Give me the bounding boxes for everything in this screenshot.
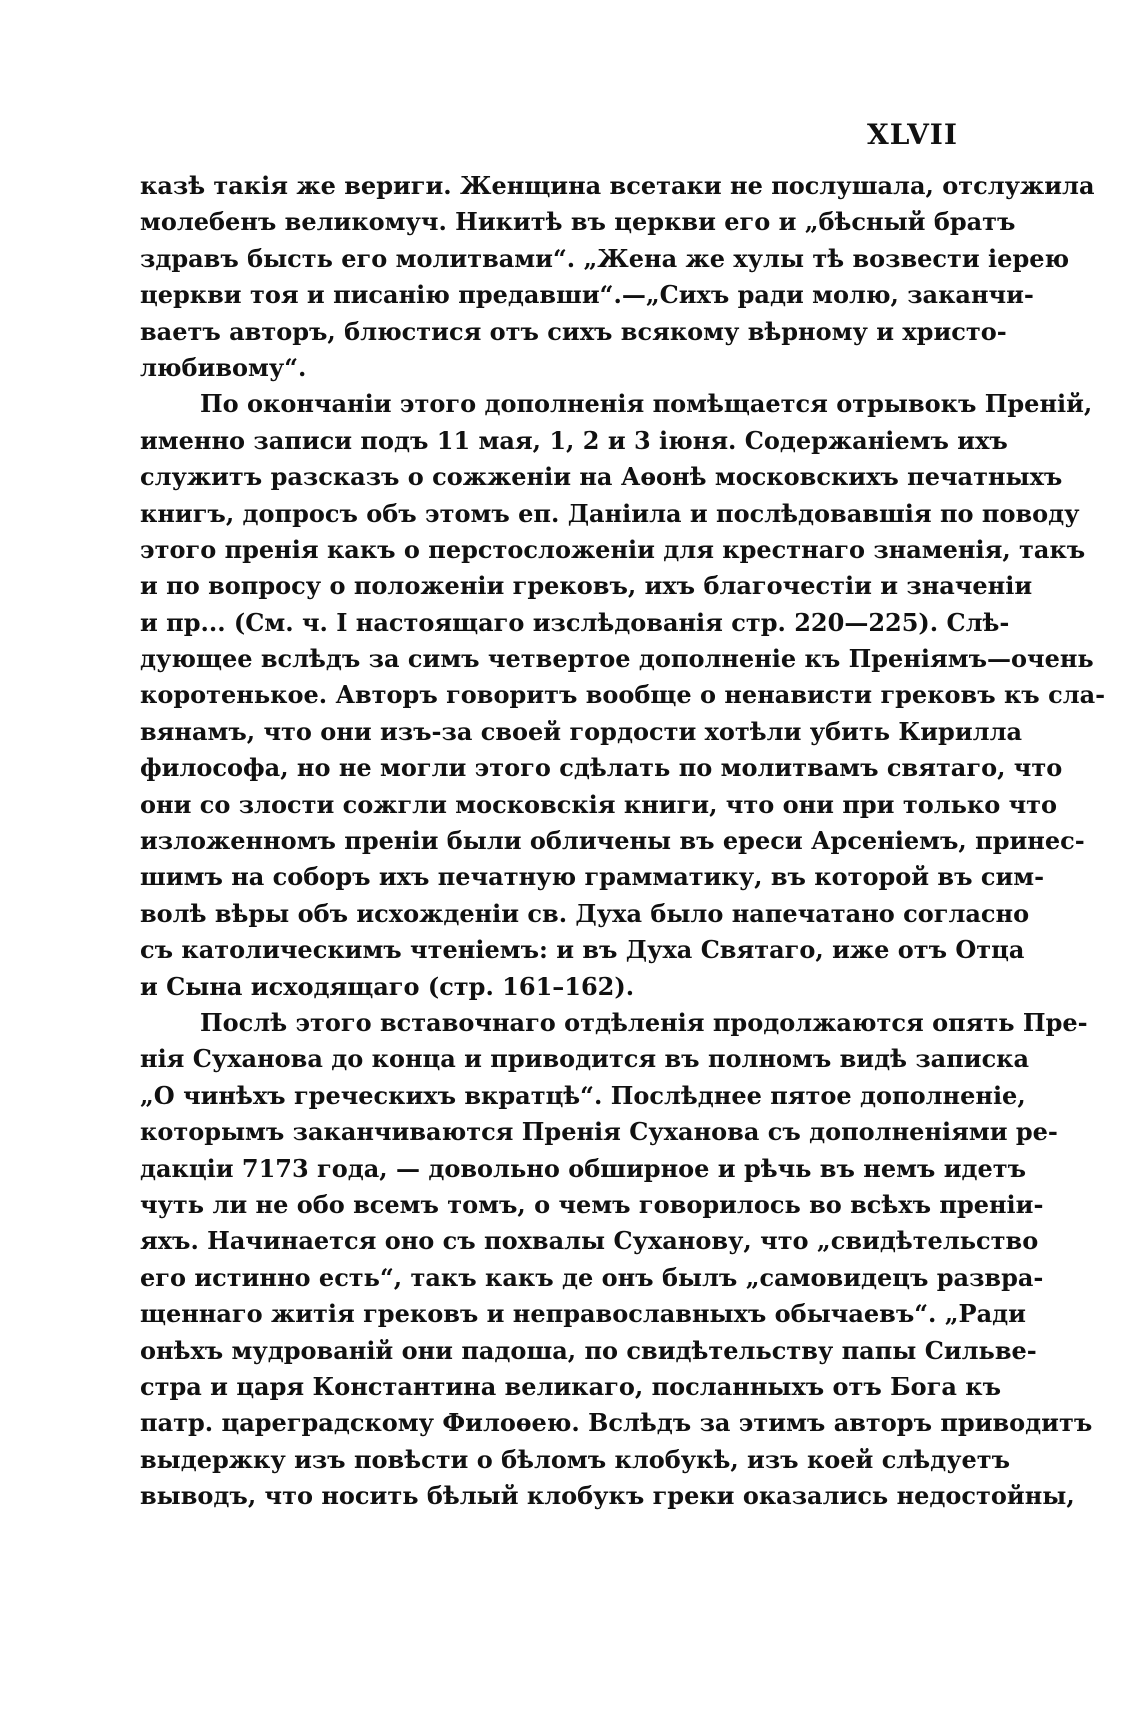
text-line: яхъ. Начинается оно съ похвалы Суханову, что „свидѣтельство — [140, 1226, 1039, 1256]
text-line: молебенъ великомуч. Никитѣ въ церкви его и „бѣсный братъ — [140, 207, 1016, 237]
text-line: коротенькое. Авторъ говоритъ вообще о ненависти грековъ къ сла- — [140, 680, 1106, 710]
text-line: которымъ заканчиваются Пренія Суханова съ дополненіями ре- — [140, 1117, 1058, 1147]
text-line: ваетъ авторъ, блюстися отъ сихъ всякому вѣрному и христо- — [140, 316, 1007, 346]
text-line: и по вопросу о положеніи грековъ, ихъ благочестіи и значеніи — [140, 571, 1033, 601]
text-line: выдержку изъ повѣсти о бѣломъ клобукѣ, изъ коей слѣдуетъ — [140, 1444, 1011, 1474]
text-line: они со злости сожгли московскія книги, что они при только что — [140, 789, 1058, 819]
text-line: Послѣ этого вставочнаго отдѣленія продолжаются опять Пре- — [200, 1007, 1088, 1037]
text-line: казѣ такія же вериги. Женщина всетаки не послушала, отслужила — [140, 171, 1095, 200]
text-line: философа, но не могли этого сдѣлать по молитвамъ святаго, что — [140, 753, 1063, 783]
text-line: церкви тоя и писанію предавши“.—„Сихъ ради молю, заканчи- — [140, 280, 1034, 310]
text-line: патр. цареградскому Филоѳею. Вслѣдъ за этимъ авторъ приводитъ — [140, 1408, 1093, 1438]
page-number: XLVII — [866, 118, 958, 151]
text-line: стра и царя Константина великаго, посланныхъ отъ Бога къ — [140, 1371, 1002, 1401]
text-line: этого пренія какъ о перстосложеніи для крестнаго знаменія, такъ — [140, 534, 1086, 564]
text-line: щеннаго житія грековъ и неправославныхъ обычаевъ“. „Ради — [140, 1299, 1026, 1329]
text-line: служитъ разсказъ о сожженіи на Аѳонѣ московскихъ печатныхъ — [140, 462, 1063, 492]
text-line: волѣ вѣры объ исхожденіи св. Духа было напечатано согласно — [140, 898, 1030, 928]
text-line: изложенномъ преніи были обличены въ ереси Арсеніемъ, принес- — [140, 826, 1085, 856]
text-line: здравъ бысть его молитвами“. „Жена же хулы тѣ возвести іерею — [140, 243, 1070, 273]
text-line: именно записи подъ 11 мая, 1, 2 и 3 іюня. Содержаніемъ ихъ — [140, 425, 1008, 455]
text-line: выводъ, что носить бѣлый клобукъ греки оказались недостойны, — [140, 1481, 1075, 1511]
text-line: дакціи 7173 года, — довольно обширное и рѣчь въ немъ идетъ — [140, 1153, 1027, 1183]
text-line: „О чинѣхъ греческихъ вкратцѣ“. Послѣднее пятое дополненіе, — [140, 1080, 1026, 1110]
text-line: и пр... (См. ч. I настоящаго изслѣдованія стр. 220—225). Слѣ- — [140, 607, 1010, 637]
text-line: шимъ на соборъ ихъ печатную грамматику, въ которой въ сим- — [140, 862, 1045, 892]
text-line: чуть ли не обо всемъ томъ, о чемъ говорилось во всѣхъ преніи- — [140, 1189, 1044, 1219]
text-line: любивому“. — [140, 352, 307, 382]
text-line: вянамъ, что они изъ-за своей гордости хотѣли убить Кирилла — [140, 716, 1023, 746]
text-line: По окончаніи этого дополненія помѣщается отрывокъ Преній, — [200, 389, 1093, 419]
text-line: онѣхъ мудрованій они падоша, по свидѣтельству папы Сильве- — [140, 1335, 1037, 1365]
text-line: книгъ, допросъ объ этомъ еп. Даніила и послѣдовавшія по поводу — [140, 498, 1080, 528]
body-text — [140, 168, 1106, 1514]
text-line: дующее вслѣдъ за симъ четвертое дополненіе къ Преніямъ—очень — [140, 644, 1094, 674]
text-line: съ католическимъ чтеніемъ: и въ Духа Святаго, иже отъ Отца — [140, 935, 1025, 965]
text-line: его истинно есть“, такъ какъ де онъ былъ „самовидецъ развра- — [140, 1262, 1044, 1292]
text-line: нія Суханова до конца и приводится въ полномъ видѣ записка — [140, 1044, 1030, 1074]
text-line: и Сына исходящаго (стр. 161–162). — [140, 971, 635, 1001]
